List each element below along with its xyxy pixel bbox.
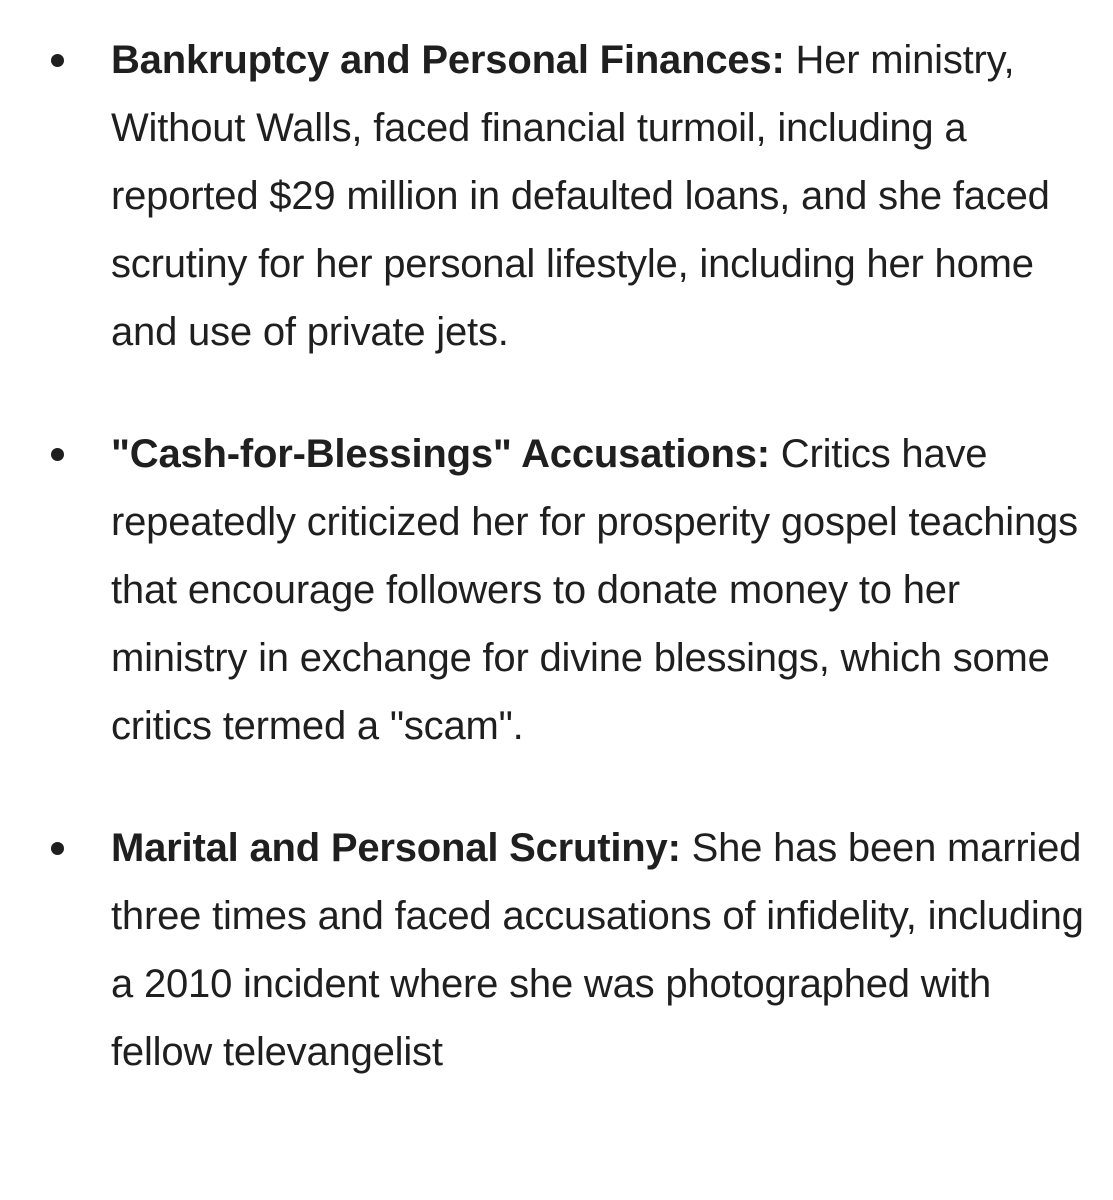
bullet-icon [51,54,64,67]
item-title: Marital and Personal Scrutiny: [111,826,681,870]
item-title: Bankruptcy and Personal Finances: [111,38,785,82]
list-item-bankruptcy [0,26,1113,366]
list-item-cash-for-blessings [0,420,1113,760]
bullet-icon [51,448,64,461]
list-item-marital-scrutiny [0,814,1113,1086]
item-title: "Cash-for-Blessings" Accusations: [111,432,770,476]
bullet-icon [51,842,64,855]
item-body: She has been married three times and faced accusations of infidelity, including a 2010 incident where she was photographed with fellow televangelist [111,826,1084,1074]
bullet-list [0,26,1113,1086]
item-body: Her ministry, Without Walls, faced financial turmoil, including a reported $29 million in defaulted loans, and she faced scrutiny for her personal lifestyle, including her home and use of private jets. [111,38,1050,354]
item-body: Critics have repeatedly criticized her for prosperity gospel teachings that encourage followers to donate money to her ministry in exchange for divine blessings, which some critics termed a "scam". [111,432,1078,748]
